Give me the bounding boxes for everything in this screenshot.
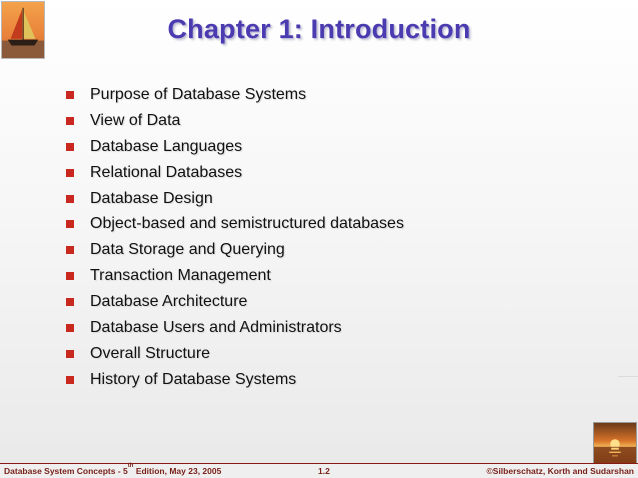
slide-number: 1.2 [318,466,330,476]
square-bullet-icon [66,117,74,125]
bullet-text: Overall Structure [90,344,211,362]
bullet-item [66,263,404,289]
square-bullet-icon [66,324,74,332]
slide-footer [0,463,638,478]
slide-title: Chapter 1: Introduction [167,14,471,44]
bullet-list [66,82,404,393]
bullet-item [66,160,404,186]
sunset-logo-icon [593,422,637,464]
bullet-item [66,211,404,237]
bullet-text: Data Storage and Querying [90,241,285,259]
bullet-item [66,315,404,341]
bullet-text: Relational Databases [90,163,243,181]
square-bullet-icon [66,376,74,384]
bullet-item [66,186,404,212]
bullet-text: Database Users and Administrators [90,318,342,336]
square-bullet-icon [66,272,74,280]
square-bullet-icon [66,246,74,254]
bullet-item [66,237,404,263]
bullet-text: Database Design [90,189,213,207]
bullet-item [66,367,404,393]
bullet-text: View of Data [90,111,181,129]
square-bullet-icon [66,91,74,99]
square-bullet-icon [66,350,74,358]
bullet-text: Purpose of Database Systems [90,85,307,103]
bullet-text: Transaction Management [90,267,271,285]
side-divider [618,376,638,377]
bullet-item [66,108,404,134]
bullet-text: History of Database Systems [90,370,297,388]
footer-copyright: ©Silberschatz, Korth and Sudarshan [486,466,634,476]
square-bullet-icon [66,169,74,177]
bullet-item [66,82,404,108]
bullet-text: Object-based and semistructured databases [90,215,404,233]
bullet-item [66,341,404,367]
square-bullet-icon [66,298,74,306]
bullet-text: Database Architecture [90,293,248,311]
square-bullet-icon [66,195,74,203]
footer-book-info: Database System Concepts - 5th Edition, May 23, 2005 [4,463,222,476]
bullet-text: Database Languages [90,137,243,155]
square-bullet-icon [66,220,74,228]
bullet-item [66,134,404,160]
bullet-item [66,289,404,315]
square-bullet-icon [66,143,74,151]
edition-superscript: th [127,463,134,469]
